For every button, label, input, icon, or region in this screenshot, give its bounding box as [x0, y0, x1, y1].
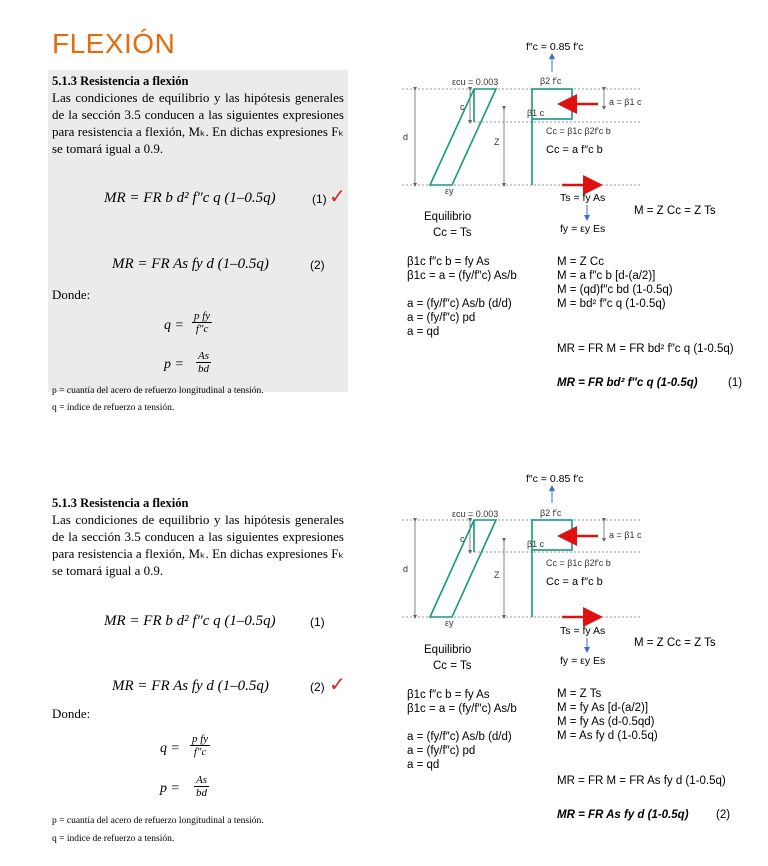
m-eq-label: M = Z Cc = Z Ts [634, 205, 716, 217]
c-label: c [460, 534, 465, 544]
section-paragraph: Las condiciones de equilibrio y las hipótesis generales de la sección 3.5 conducen a las siguientes expresiones para resistencia a flexión, Mₖ. En dichas expresiones Fₖ se tomará igual a 0.9. [52, 512, 344, 578]
derivation-line: M = a f″c b [d-(a/2)] [557, 270, 656, 282]
derivation-line: M = (qd)f″c bd (1-0.5q) [557, 284, 673, 296]
cc-ts-label: Cc = Ts [433, 660, 472, 672]
final-equation-top: MR = FR bd² f″c q (1-0.5q) [557, 377, 698, 389]
right-derivation-top [557, 255, 673, 311]
donde-label: Donde: [52, 287, 91, 302]
fc-top-label: f″c = 0.85 f′c [526, 473, 584, 485]
fy-label: fy = εy Es [560, 655, 606, 667]
derivation-line: M = bd² f″c q (1-0.5q) [557, 298, 666, 310]
equilibrio-label: Equilibrio [424, 211, 472, 223]
ey-label: εy [445, 186, 454, 196]
derivation-line: a = (fy/f″c) pd [407, 745, 476, 757]
left-derivation-top [407, 255, 517, 339]
a-b1c-label: a = β1 c [609, 530, 642, 540]
derivation-line: β1c f″c b = fy As [407, 689, 490, 701]
cc-def-label: Cc = β1c β2f′c b [546, 126, 611, 136]
b2-label: β2 f′c [540, 508, 562, 518]
derivation-line: β1c = a = (fy/f″c) As/b [407, 270, 517, 282]
note-q: q = índice de refuerzo a tensión. [52, 834, 175, 844]
q-denominator: f″c [195, 323, 209, 335]
derivation-line: M = Z Ts [557, 688, 602, 700]
z-label: Z [494, 137, 500, 147]
b1c-label: β1 c [527, 108, 545, 118]
q-numerator: p fy [194, 310, 211, 322]
p-numerator: As [198, 350, 209, 362]
p-lhs: p = [160, 781, 180, 796]
right-derivation-bottom [557, 687, 658, 743]
a-b1c-label: a = β1 c [609, 97, 642, 107]
mr-line-bottom: MR = FR M = FR As fy d (1-0.5q) [557, 775, 726, 787]
fc-top-label: f″c = 0.85 f′c [526, 41, 584, 53]
ey-label: εy [445, 618, 454, 628]
equation-1-number: (1) [310, 615, 325, 629]
section-heading: 5.1.3 Resistencia a flexión [52, 74, 189, 88]
fy-label: fy = εy Es [560, 223, 606, 235]
m-eq-label: M = Z Cc = Z Ts [634, 637, 716, 649]
derivation-line: β1c f″c b = fy As [407, 256, 490, 268]
derivation-line: a = qd [407, 759, 440, 771]
equation-2-number: (2) [310, 680, 325, 694]
ecu-label: εcu = 0.003 [452, 77, 499, 87]
note-q: q = índice de refuerzo a tensión. [52, 403, 175, 413]
derivation-line: M = fy As [d-(a/2)] [557, 702, 649, 714]
final-equation-bottom-number: (2) [716, 809, 731, 821]
checkmark-icon: ✓ [329, 186, 346, 208]
final-equation-bottom: MR = FR As fy d (1-0.5q) [557, 809, 689, 821]
mr-line-top: MR = FR M = FR bd² f″c q (1-0.5q) [557, 343, 734, 355]
derivation-line: M = fy As (d-0.5qd) [557, 716, 655, 728]
equation-2-number: (2) [310, 258, 325, 272]
checkmark-icon: ✓ [329, 674, 346, 696]
donde-label: Donde: [52, 706, 91, 721]
p-denominator: bd [198, 363, 209, 375]
c-label: c [460, 102, 465, 112]
derivation-line: a = (fy/f″c) As/b (d/d) [407, 298, 512, 310]
derivation-line: M = As fy d (1-0.5q) [557, 730, 658, 742]
derivation-line: β1c = a = (fy/f″c) As/b [407, 703, 517, 715]
equation-2: MR = FR As fy d (1–0.5q) [112, 678, 269, 694]
derivation-line: M = Z Cc [557, 256, 604, 268]
note-p: p = cuantía del acero de refuerzo longitudinal a tensión. [52, 386, 264, 396]
ts-label: Ts = fy As [560, 625, 606, 637]
equilibrio-label: Equilibrio [424, 644, 472, 656]
z-label: Z [494, 570, 500, 580]
derivation-line [407, 283, 517, 297]
b2-label: β2 f′c [540, 76, 562, 86]
equation-2: MR = FR As fy d (1–0.5q) [112, 256, 269, 272]
cc-def-label: Cc = β1c β2f′c b [546, 558, 611, 568]
q-lhs: q = [164, 318, 184, 333]
cc-ts-label: Cc = Ts [433, 227, 472, 239]
cc-eq-label: Cc = a f″c b [546, 576, 603, 588]
q-numerator: p fy [192, 733, 209, 745]
p-lhs: p = [164, 357, 184, 372]
d-label: d [403, 132, 409, 142]
b1c-label: β1 c [527, 539, 545, 549]
page-title: FLEXIÓN [52, 28, 176, 59]
p-numerator: As [196, 774, 207, 786]
derivation-line: a = (fy/f″c) As/b (d/d) [407, 731, 512, 743]
equation-1: MR = FR b d² f″c q (1–0.5q) [104, 190, 276, 206]
equation-1: MR = FR b d² f″c q (1–0.5q) [104, 613, 276, 629]
note-p: p = cuantía del acero de refuerzo longitudinal a tensión. [52, 816, 264, 826]
final-equation-top-number: (1) [728, 377, 743, 389]
section-heading: 5.1.3 Resistencia a flexión [52, 496, 189, 510]
q-lhs: q = [160, 741, 180, 756]
section-paragraph: Las condiciones de equilibrio y las hipótesis generales de la sección 3.5 conducen a las siguientes expresiones para resistencia a flexión, Mₖ. En dichas expresiones Fₖ se tomará igual a 0.9. [52, 90, 344, 156]
q-denominator: f″c [193, 746, 207, 758]
equation-1-number: (1) [312, 192, 327, 206]
derivation-line [407, 716, 517, 730]
ecu-label: εcu = 0.003 [452, 509, 499, 519]
left-derivation-bottom [407, 688, 517, 772]
cc-eq-label: Cc = a f″c b [546, 144, 603, 156]
derivation-line: a = qd [407, 326, 440, 338]
d-label: d [403, 564, 409, 574]
ts-label: Ts = fy As [560, 192, 606, 204]
p-denominator: bd [196, 787, 207, 799]
derivation-line: a = (fy/f″c) pd [407, 312, 476, 324]
